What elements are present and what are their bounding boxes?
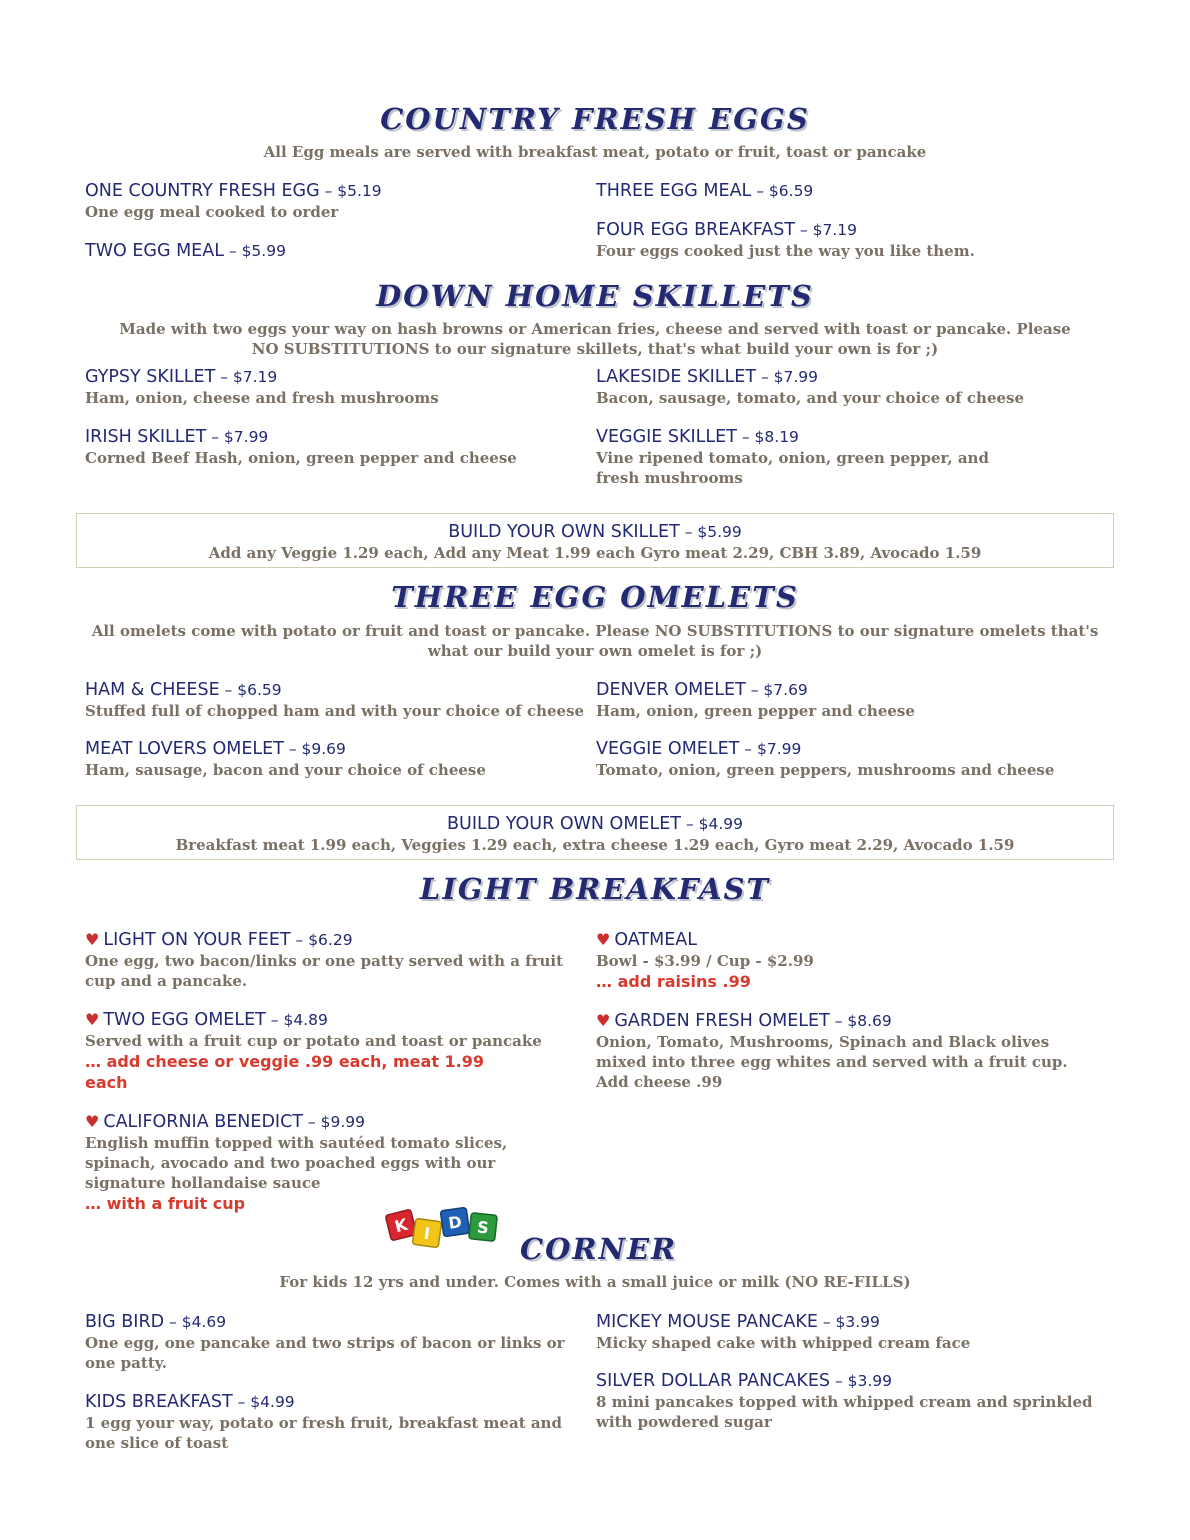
menu-item bbox=[85, 1111, 565, 1214]
item-header: BIG BIRD – $4.69 bbox=[85, 1312, 227, 1332]
menu-item bbox=[85, 929, 585, 991]
item-description: Ham, sausage, bacon and your choice of cheese bbox=[85, 761, 486, 779]
item-description: 8 mini pancakes topped with whipped cream and sprinkled with powdered sugar bbox=[596, 1393, 1093, 1431]
item-header: ONE COUNTRY FRESH EGG – $5.19 bbox=[85, 181, 382, 201]
item-price: $5.99 bbox=[241, 242, 286, 260]
heart-icon: ♥ bbox=[596, 1011, 611, 1030]
item-header: FOUR EGG BREAKFAST – $7.19 bbox=[596, 220, 857, 240]
item-description: English muffin topped with sautéed tomato slices, spinach, avocado and two poached eggs with our signature hollandaise sauce bbox=[85, 1134, 508, 1192]
menu-item bbox=[596, 219, 1096, 261]
menu-item bbox=[85, 1311, 585, 1373]
item-header: HAM & CHEESE – $6.59 bbox=[85, 680, 282, 700]
build-your-own-omelet-box bbox=[76, 805, 1114, 860]
kids-logo bbox=[384, 1200, 504, 1250]
item-header: THREE EGG MEAL – $6.59 bbox=[596, 181, 814, 201]
menu-item bbox=[596, 426, 1036, 488]
menu-item bbox=[85, 1391, 585, 1453]
menu-item bbox=[596, 929, 1096, 992]
item-description: Micky shaped cake with whipped cream face bbox=[596, 1334, 971, 1352]
menu-item bbox=[596, 738, 1096, 780]
item-header: DENVER OMELET – $7.69 bbox=[596, 680, 808, 700]
item-price: $7.99 bbox=[756, 740, 802, 758]
item-note: … add cheese or veggie .99 each, meat 1.99 each bbox=[85, 1052, 485, 1092]
item-price: $8.69 bbox=[847, 1012, 892, 1030]
item-price: $4.99 bbox=[698, 815, 743, 833]
menu-item bbox=[85, 180, 585, 222]
item-price: $6.59 bbox=[237, 681, 282, 699]
svg-text:K: K bbox=[392, 1214, 410, 1237]
section-title-eggs: COUNTRY FRESH EGGS bbox=[380, 102, 810, 136]
item-price: $7.99 bbox=[223, 428, 269, 446]
kids-block-d bbox=[440, 1207, 469, 1236]
section-subtitle-skillets: Made with two eggs your way on hash browns or American fries, cheese and served with toast or pancake. Please NO SUBSTITUTIONS to our signature skillets, that's what build your own is for ;) bbox=[119, 320, 1071, 358]
kids-block-s bbox=[469, 1213, 498, 1242]
svg-text:I: I bbox=[422, 1223, 432, 1244]
section-title-skillets: DOWN HOME SKILLETS bbox=[376, 279, 814, 313]
item-header: ♥ OATMEAL bbox=[596, 930, 697, 950]
item-note: … with a fruit cup bbox=[85, 1194, 246, 1213]
item-description: One egg, one pancake and two strips of bacon or links or one patty. bbox=[85, 1334, 565, 1372]
item-header: KIDS BREAKFAST – $4.99 bbox=[85, 1392, 295, 1412]
heart-icon: ♥ bbox=[85, 1010, 100, 1029]
menu-item bbox=[85, 1009, 542, 1093]
item-price: $7.19 bbox=[812, 221, 857, 239]
item-price: $7.19 bbox=[232, 368, 278, 386]
item-header: ♥ GARDEN FRESH OMELET – $8.69 bbox=[596, 1011, 892, 1031]
item-header: LAKESIDE SKILLET – $7.99 bbox=[596, 367, 818, 387]
section-title-omelets: THREE EGG OMELETS bbox=[391, 580, 799, 614]
item-price: $4.89 bbox=[283, 1011, 328, 1029]
item-header: BUILD YOUR OWN SKILLET – $5.99 bbox=[448, 522, 742, 542]
item-description: Bacon, sausage, tomato, and your choice of cheese bbox=[596, 389, 1025, 407]
item-description: Add any Veggie 1.29 each, Add any Meat 1.99 each Gyro meat 2.29, CBH 3.89, Avocado 1.59 bbox=[208, 544, 982, 562]
section-subtitle-kids: For kids 12 yrs and under. Comes with a small juice or milk (NO RE-FILLS) bbox=[279, 1273, 911, 1291]
section-subtitle-omelets: All omelets come with potato or fruit and toast or pancake. Please NO SUBSTITUTIONS to our signature omelets that's what our build your own omelet is for ;) bbox=[91, 622, 1099, 660]
menu-item bbox=[596, 180, 1096, 202]
svg-text:S: S bbox=[476, 1217, 490, 1238]
item-note: … add raisins .99 bbox=[596, 972, 751, 991]
item-description: Tomato, onion, green peppers, mushrooms and cheese bbox=[596, 761, 1055, 779]
item-price: $9.99 bbox=[320, 1113, 365, 1131]
section-title-kids: CORNER bbox=[520, 1232, 678, 1266]
menu-item bbox=[85, 679, 585, 721]
menu-item bbox=[85, 738, 585, 780]
build-your-own-skillet-box bbox=[76, 513, 1114, 568]
item-description: Four eggs cooked just the way you like them. bbox=[596, 242, 975, 260]
item-description: One egg meal cooked to order bbox=[85, 203, 339, 221]
item-header: TWO EGG MEAL – $5.99 bbox=[85, 241, 286, 261]
item-description: 1 egg your way, potato or fresh fruit, breakfast meat and one slice of toast bbox=[85, 1414, 562, 1452]
item-price: $3.99 bbox=[835, 1313, 880, 1331]
item-price: $3.99 bbox=[847, 1372, 893, 1390]
item-description: Ham, onion, green pepper and cheese bbox=[596, 702, 915, 720]
menu-item bbox=[596, 366, 1096, 408]
section-title-light: LIGHT BREAKFAST bbox=[419, 872, 771, 906]
item-price: $4.99 bbox=[250, 1393, 295, 1411]
item-header: ♥ LIGHT ON YOUR FEET – $6.29 bbox=[85, 930, 353, 950]
item-header: ♥ CALIFORNIA BENEDICT – $9.99 bbox=[85, 1112, 365, 1132]
item-header: VEGGIE SKILLET – $8.19 bbox=[596, 427, 799, 447]
menu-item bbox=[596, 679, 1096, 721]
item-header: SILVER DOLLAR PANCAKES – $3.99 bbox=[596, 1371, 893, 1391]
item-description: Stuffed full of chopped ham and with your choice of cheese bbox=[85, 702, 585, 720]
heart-icon: ♥ bbox=[85, 1112, 100, 1131]
item-description: Breakfast meat 1.99 each, Veggies 1.29 each, extra cheese 1.29 each, Gyro meat 2.29, Avocado 1.59 bbox=[175, 836, 1015, 854]
item-price: $4.69 bbox=[181, 1313, 227, 1331]
menu-item bbox=[85, 240, 585, 262]
item-price: $5.99 bbox=[697, 523, 742, 541]
item-description: Served with a fruit cup or potato and toast or pancake bbox=[85, 1032, 542, 1050]
item-header: VEGGIE OMELET – $7.99 bbox=[596, 739, 802, 759]
item-price: $6.59 bbox=[768, 182, 814, 200]
item-description: One egg, two bacon/links or one patty served with a fruit cup and a pancake. bbox=[85, 952, 564, 990]
item-description: Ham, onion, cheese and fresh mushrooms bbox=[85, 389, 439, 407]
item-price: $6.29 bbox=[308, 931, 353, 949]
item-header: GYPSY SKILLET – $7.19 bbox=[85, 367, 278, 387]
item-header: MICKEY MOUSE PANCAKE – $3.99 bbox=[596, 1312, 880, 1332]
kids-block-k bbox=[385, 1209, 417, 1241]
item-description: Vine ripened tomato, onion, green pepper, and fresh mushrooms bbox=[596, 449, 989, 487]
item-price: $9.69 bbox=[301, 740, 346, 758]
kids-block-i bbox=[412, 1218, 441, 1247]
section-subtitle-eggs: All Egg meals are served with breakfast meat, potato or fruit, toast or pancake bbox=[263, 143, 927, 161]
menu-item bbox=[596, 1370, 1096, 1432]
item-description: Bowl - $3.99 / Cup - $2.99 bbox=[596, 952, 814, 970]
menu-item bbox=[85, 426, 585, 468]
svg-text:D: D bbox=[447, 1212, 463, 1233]
item-price: $8.19 bbox=[754, 428, 799, 446]
item-description: Onion, Tomato, Mushrooms, Spinach and Black olives mixed into three egg whites and served with a fruit cup. Add cheese .99 bbox=[596, 1033, 1068, 1091]
item-header: ♥ TWO EGG OMELET – $4.89 bbox=[85, 1010, 328, 1030]
item-price: $7.69 bbox=[763, 681, 808, 699]
menu-item bbox=[596, 1010, 1096, 1092]
item-description: Corned Beef Hash, onion, green pepper and cheese bbox=[85, 449, 517, 467]
item-price: $5.19 bbox=[337, 182, 382, 200]
item-header: IRISH SKILLET – $7.99 bbox=[85, 427, 269, 447]
item-header: BUILD YOUR OWN OMELET – $4.99 bbox=[447, 814, 743, 834]
menu-item bbox=[596, 1311, 1096, 1353]
heart-icon: ♥ bbox=[85, 930, 100, 949]
item-header: MEAT LOVERS OMELET – $9.69 bbox=[85, 739, 346, 759]
item-price: $7.99 bbox=[773, 368, 818, 386]
menu-item bbox=[85, 366, 585, 408]
heart-icon: ♥ bbox=[596, 930, 611, 949]
